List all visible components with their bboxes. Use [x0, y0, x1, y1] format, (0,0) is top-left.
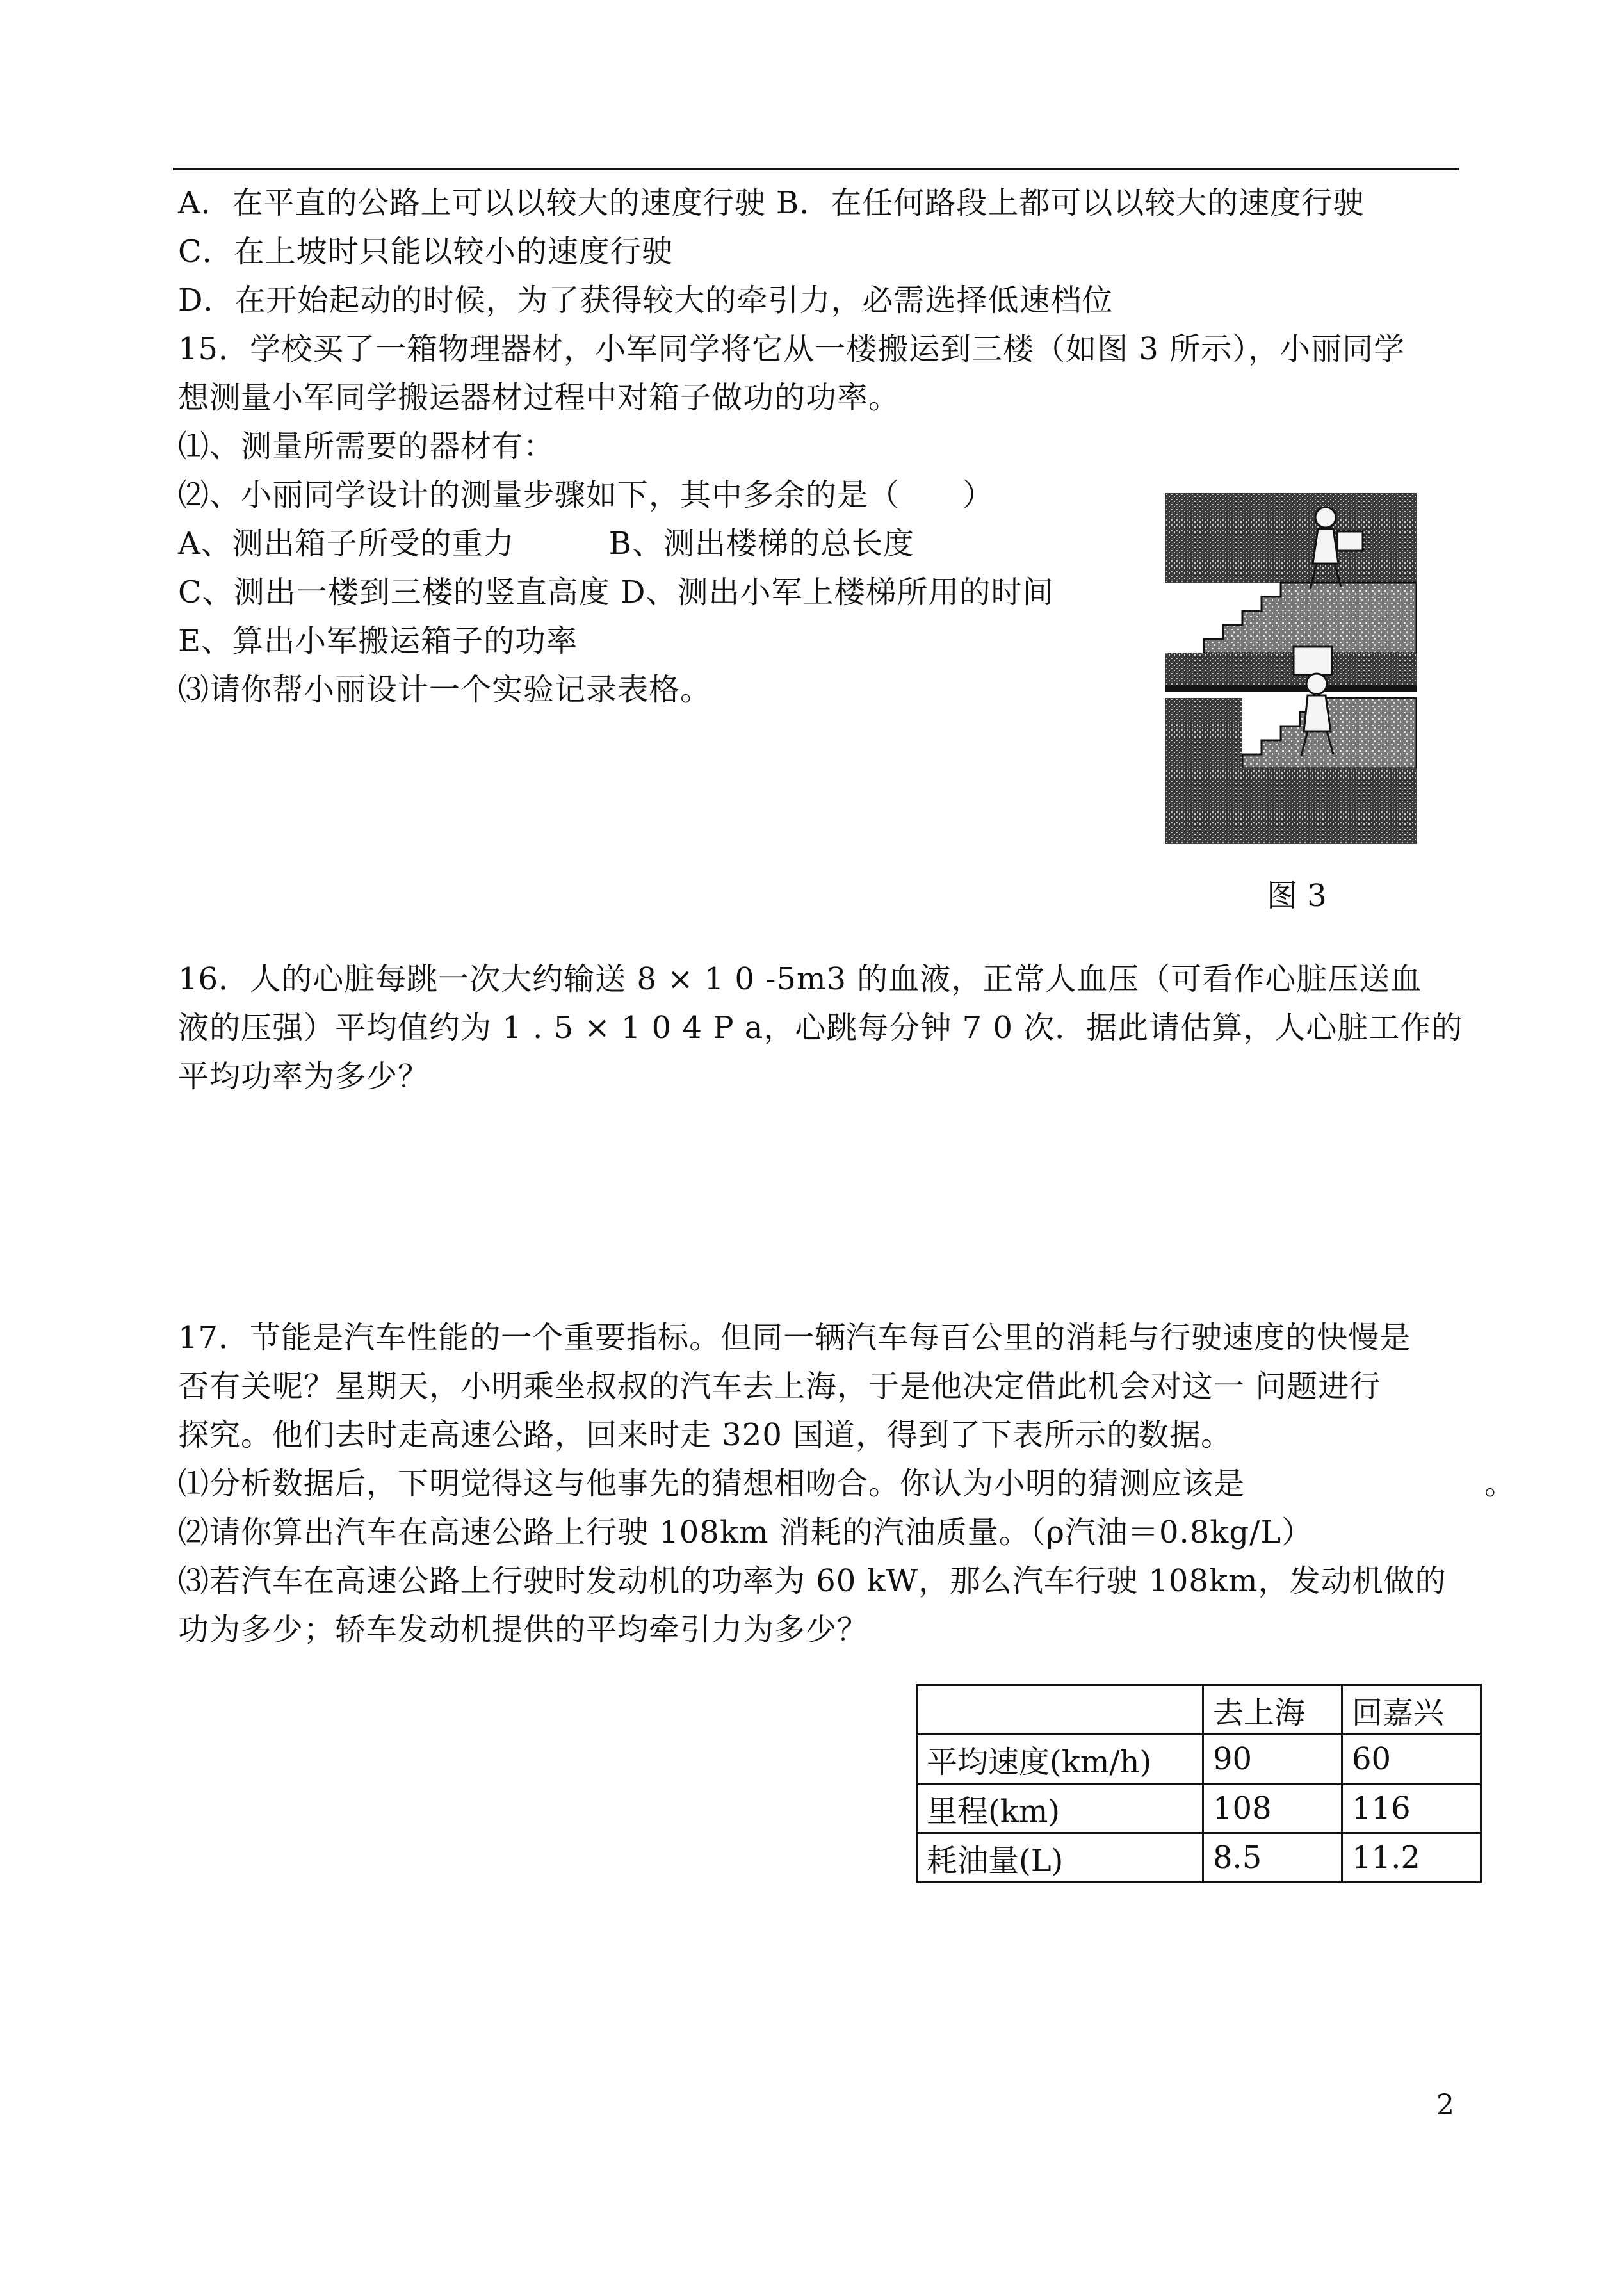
q16-stem-line2: 液的压强）平均值约为 1 . 5 × 1 0 4 P a，心跳每分钟 7 0 次．据此请估算，人心脏工作的: [178, 1010, 1463, 1046]
q16-stem-line3: 平均功率为多少？: [178, 1058, 430, 1094]
table-row: [917, 1784, 1481, 1833]
header-rule: [173, 168, 1459, 170]
table-cell: 平均速度(km/h): [917, 1735, 1203, 1784]
page-number: 2: [1436, 2089, 1454, 2121]
q14-option-a-b: A．在平直的公路上可以以较大的速度行驶 B．在任何路段上都可以以较大的速度行驶: [178, 185, 1365, 221]
table-header-row: [917, 1685, 1481, 1735]
q15-stem-line2: 想测量小军同学搬运器材过程中对箱子做功的功率。: [178, 380, 900, 416]
q15-sub1: ⑴、测量所需要的器材有：: [178, 428, 555, 464]
staircase-illustration: [1165, 493, 1417, 844]
q14-option-d: D．在开始起动的时候，为了获得较大的牵引力，必需选择低速档位: [178, 282, 1114, 318]
table-cell: 里程(km): [917, 1784, 1203, 1833]
q15-sub2: ⑵、小丽同学设计的测量步骤如下，其中多余的是（ ）: [178, 477, 995, 513]
table-header-cell: 去上海: [1203, 1685, 1342, 1735]
q17-sub3-line1: ⑶若汽车在高速公路上行驶时发动机的功率为 60 kW，那么汽车行驶 108km，发动机做的: [178, 1563, 1447, 1599]
q14-option-c: C．在上坡时只能以较小的速度行驶: [178, 234, 673, 270]
table-cell: 11.2: [1342, 1833, 1481, 1883]
q17-sub1: ⑴分析数据后，下明觉得这与他事先的猜想相吻合。你认为小明的猜测应该是: [178, 1466, 1246, 1502]
q15-sub3: ⑶请你帮小丽设计一个实验记录表格。: [178, 672, 712, 708]
figure-caption: 图 3: [1267, 878, 1327, 914]
q17-stem-line1: 17．节能是汽车性能的一个重要指标。但同一辆汽车每百公里的消耗与行驶速度的快慢是: [178, 1320, 1411, 1356]
staircase-figure: [1165, 493, 1417, 844]
table-row: [917, 1735, 1481, 1784]
q15-stem-line1: 15．学校买了一箱物理器材，小军同学将它从一楼搬运到三楼（如图 3 所示），小丽同学: [178, 331, 1406, 367]
q17-stem-line2: 否有关呢？星期天，小明乘坐叔叔的汽车去上海，于是他决定借此机会对这一 问题进行: [178, 1368, 1381, 1404]
q16-stem-line1: 16．人的心脏每跳一次大约输送 8 × 1 0 -5m3 的血液，正常人血压（可看作心脏压送血: [178, 961, 1422, 997]
q17-stem-line3: 探究。他们去时走高速公路，回来时走 320 国道，得到了下表所示的数据。: [178, 1417, 1233, 1453]
table-header-cell: [917, 1685, 1203, 1735]
table-cell: 116: [1342, 1784, 1481, 1833]
q17-sub2: ⑵请你算出汽车在高速公路上行驶 108km 消耗的汽油质量。（ρ汽油＝0.8kg/L）: [178, 1514, 1313, 1550]
table-header-cell: 回嘉兴: [1342, 1685, 1481, 1735]
table-cell: 108: [1203, 1784, 1342, 1833]
q15-option-a-b: A、测出箱子所受的重力 B、测出楼梯的总长度: [178, 526, 914, 562]
table-cell: 90: [1203, 1735, 1342, 1784]
q17-sub1-end: 。: [1484, 1466, 1516, 1502]
q17-sub3-line2: 功为多少；轿车发动机提供的平均牵引力为多少？: [178, 1612, 869, 1648]
q15-option-c-d: C、测出一楼到三楼的竖直高度 D、测出小军上楼梯所用的时间: [178, 574, 1054, 610]
table-cell: 8.5: [1203, 1833, 1342, 1883]
table-row: [917, 1833, 1481, 1883]
table-cell: 60: [1342, 1735, 1481, 1784]
fuel-data-table: [916, 1684, 1482, 1883]
table-cell: 耗油量(L): [917, 1833, 1203, 1883]
q15-option-e: E、算出小军搬运箱子的功率: [178, 623, 578, 659]
